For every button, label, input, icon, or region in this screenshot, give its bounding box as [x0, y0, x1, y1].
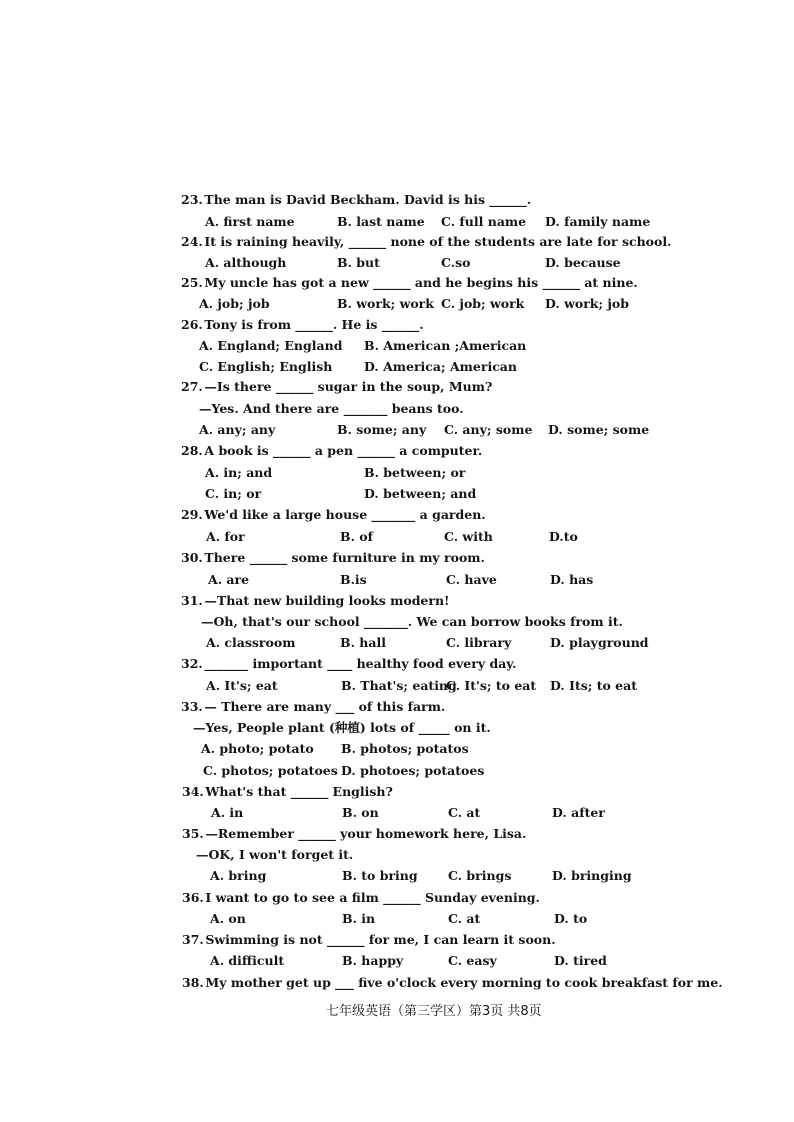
question-stem: The man is David Beckham. David is his ______.	[204, 192, 532, 207]
question-number: 27.	[181, 379, 203, 394]
page-footer	[0, 1001, 794, 1023]
answer-option: A. for	[206, 529, 245, 544]
question-stem-line	[0, 189, 794, 211]
answer-option: C. photos; potatoes	[203, 763, 338, 778]
question-stem: — There are many ___ of this farm.	[204, 699, 446, 714]
options-row	[0, 760, 794, 782]
answer-option: A. England; England	[199, 338, 343, 353]
answer-option: A. photo; potato	[201, 741, 314, 756]
question-number: 34.	[182, 784, 204, 799]
question-stem-line	[0, 887, 794, 909]
question-number: 30.	[181, 550, 203, 565]
question-stem: —Remember ______ your homework here, Lisa.	[205, 826, 527, 841]
question-stem: We'd like a large house _______ a garden.	[204, 507, 486, 522]
question-stem-line	[0, 590, 794, 612]
question-stem: My uncle has got a new ______ and he begins his ______ at nine.	[204, 275, 638, 290]
options-row	[0, 802, 794, 824]
options-row	[0, 335, 794, 357]
answer-option: B.is	[340, 572, 367, 587]
answer-option: C. in; or	[205, 486, 262, 501]
answer-option: A. first name	[205, 214, 295, 229]
answer-option: D. bringing	[552, 868, 632, 883]
question-reply-line	[0, 844, 794, 866]
answer-option: B. on	[342, 805, 379, 820]
question-stem: _______ important ____ healthy food every day.	[204, 656, 517, 671]
question-stem-line	[0, 440, 794, 462]
question-stem: Swimming is not ______ for me, I can learn it soon.	[205, 932, 556, 947]
options-row	[0, 526, 794, 548]
answer-option: B. work; work	[337, 296, 434, 311]
question-number: 28.	[181, 443, 203, 458]
question-stem-line	[0, 823, 794, 845]
answer-option: B. photos; potatos	[341, 741, 469, 756]
answer-option: B. between; or	[364, 465, 466, 480]
answer-option: D. America; American	[364, 359, 517, 374]
question-stem: It is raining heavily, ______ none of the students are late for school.	[204, 234, 672, 249]
answer-option: C. easy	[448, 953, 497, 968]
answer-option: D. because	[545, 255, 621, 270]
question-stem-line	[0, 272, 794, 294]
question-number: 33.	[181, 699, 203, 714]
question-number: 26.	[181, 317, 203, 332]
answer-option: A. are	[208, 572, 250, 587]
question-number: 24.	[181, 234, 203, 249]
answer-option: B. but	[337, 255, 380, 270]
question-reply: —Yes, People plant (种植) lots of _____ on it.	[193, 720, 491, 735]
question-reply-line	[0, 398, 794, 420]
question-number: 37.	[182, 932, 204, 947]
question-stem: I want to go to see a film ______ Sunday evening.	[205, 890, 540, 905]
answer-option: A. any; any	[199, 422, 276, 437]
question-stem-line	[0, 781, 794, 803]
answer-option: C. English; English	[199, 359, 333, 374]
options-row	[0, 211, 794, 233]
question-stem-line	[0, 547, 794, 569]
question-stem-line	[0, 231, 794, 253]
answer-option: C. brings	[448, 868, 512, 883]
options-row	[0, 293, 794, 315]
question-number: 36.	[182, 890, 204, 905]
answer-option: D.to	[549, 529, 578, 544]
answer-option: D. tired	[554, 953, 607, 968]
question-number: 29.	[181, 507, 203, 522]
question-number: 31.	[181, 593, 203, 608]
answer-option: B. That's; eating	[341, 678, 457, 693]
answer-option: A. difficult	[210, 953, 285, 968]
answer-option: D. work; job	[545, 296, 630, 311]
question-stem: My mother get up ___ five o'clock every morning to cook breakfast for me.	[205, 975, 723, 990]
answer-option: B. happy	[342, 953, 404, 968]
question-stem-line	[0, 653, 794, 675]
question-stem: —That new building looks modern!	[204, 593, 450, 608]
answer-option: D. family name	[545, 214, 651, 229]
options-row	[0, 252, 794, 274]
answer-option: D. Its; to eat	[550, 678, 638, 693]
answer-option: A. in	[211, 805, 244, 820]
answer-option: B. last name	[337, 214, 425, 229]
answer-option: D. between; and	[364, 486, 477, 501]
answer-option: C.so	[441, 255, 471, 270]
options-row	[0, 865, 794, 887]
question-number: 38.	[182, 975, 204, 990]
question-reply: —Yes. And there are _______ beans too.	[199, 401, 464, 416]
question-stem: There ______ some furniture in my room.	[204, 550, 485, 565]
question-stem-line	[0, 504, 794, 526]
question-stem-line	[0, 696, 794, 718]
question-stem: —Is there ______ sugar in the soup, Mum?	[204, 379, 493, 394]
question-stem: A book is ______ a pen ______ a computer.	[204, 443, 483, 458]
answer-option: C. any; some	[444, 422, 533, 437]
answer-option: A. job; job	[199, 296, 270, 311]
options-row	[0, 569, 794, 591]
question-stem-line	[0, 972, 794, 994]
options-row	[0, 419, 794, 441]
answer-option: B. some; any	[337, 422, 427, 437]
answer-option: B. of	[340, 529, 373, 544]
question-reply: —OK, I won't forget it.	[196, 847, 354, 862]
options-row	[0, 908, 794, 930]
question-reply: —Oh, that's our school _______. We can borrow books from it.	[201, 614, 623, 629]
answer-option: A. bring	[210, 868, 267, 883]
answer-option: D. photoes; potatoes	[341, 763, 485, 778]
question-number: 25.	[181, 275, 203, 290]
answer-option: B. to bring	[342, 868, 418, 883]
answer-option: C. full name	[441, 214, 527, 229]
page-number-text: 七年级英语（第三学区）第3页 共8页	[326, 1004, 542, 1019]
answer-option: C. with	[444, 529, 493, 544]
options-row	[0, 483, 794, 505]
answer-option: D. playground	[550, 635, 649, 650]
question-stem: What's that ______ English?	[205, 784, 393, 799]
answer-option: D. some; some	[548, 422, 650, 437]
answer-option: C. at	[448, 805, 481, 820]
answer-option: B. in	[342, 911, 376, 926]
question-reply-line	[0, 717, 794, 739]
options-row	[0, 632, 794, 654]
options-row	[0, 356, 794, 378]
answer-option: D. after	[552, 805, 605, 820]
question-stem: Tony is from ______. He is ______.	[204, 317, 424, 332]
question-stem-line	[0, 376, 794, 398]
question-stem-line	[0, 314, 794, 336]
question-number: 23.	[181, 192, 203, 207]
options-row	[0, 950, 794, 972]
answer-option: C. at	[448, 911, 481, 926]
answer-option: A. although	[205, 255, 287, 270]
answer-option: C. have	[446, 572, 497, 587]
answer-option: A. classroom	[206, 635, 296, 650]
options-row	[0, 462, 794, 484]
answer-option: C. library	[446, 635, 512, 650]
answer-option: B. American ;American	[364, 338, 527, 353]
answer-option: A. in; and	[205, 465, 273, 480]
answer-option: C. It's; to eat	[446, 678, 537, 693]
question-number: 32.	[181, 656, 203, 671]
answer-option: C. job; work	[441, 296, 525, 311]
options-row	[0, 675, 794, 697]
question-reply-line	[0, 611, 794, 633]
answer-option: A. It's; eat	[206, 678, 278, 693]
answer-option: D. has	[550, 572, 594, 587]
question-number: 35.	[182, 826, 204, 841]
answer-option: A. on	[210, 911, 246, 926]
options-row	[0, 738, 794, 760]
answer-option: D. to	[554, 911, 588, 926]
answer-option: B. hall	[340, 635, 386, 650]
question-stem-line	[0, 929, 794, 951]
